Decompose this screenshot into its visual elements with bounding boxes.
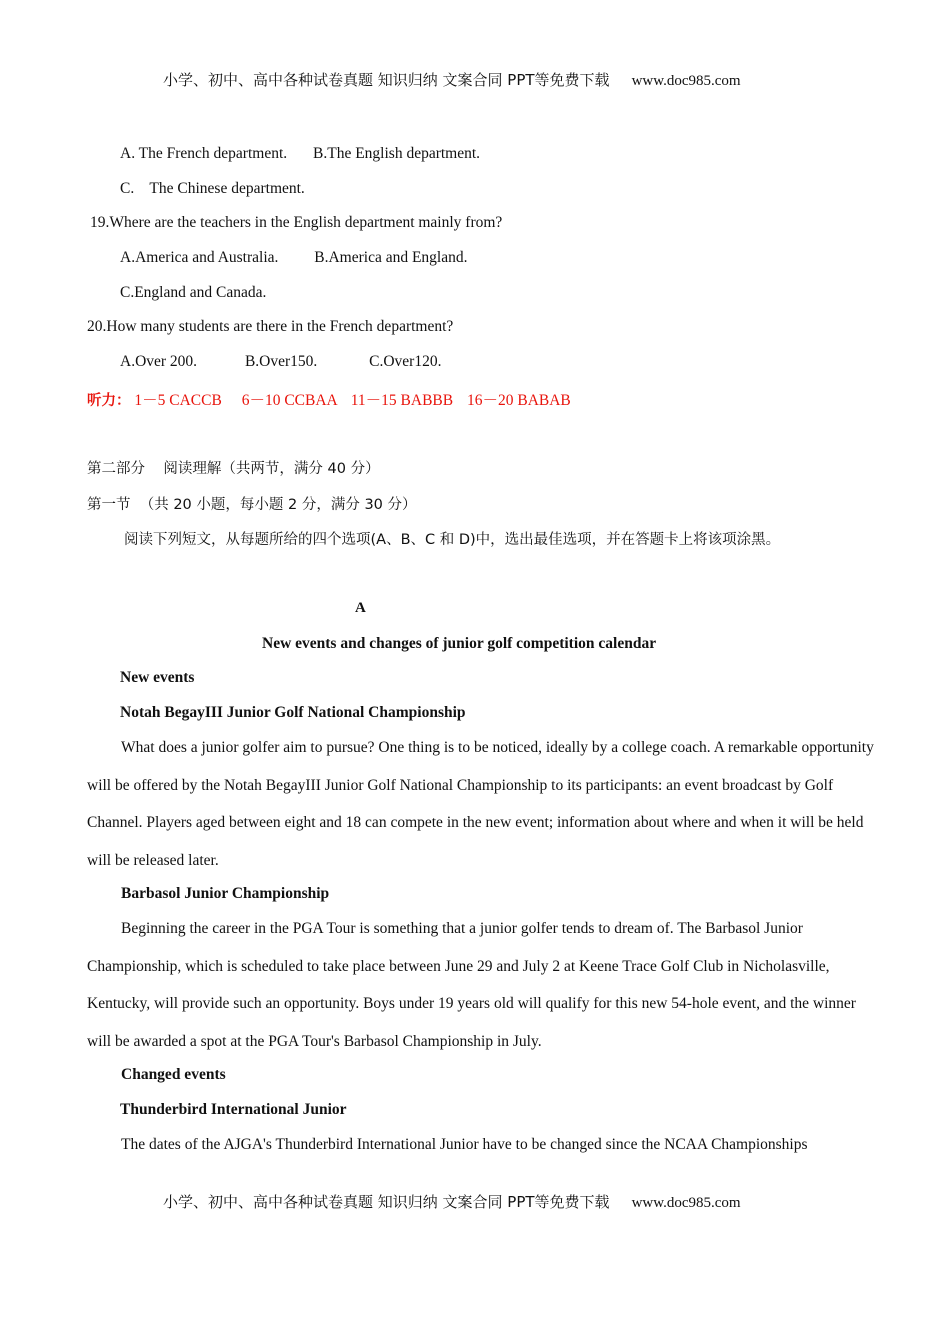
answer-group-4: 16－20 BABAB [466,392,571,409]
q18-option-a: A. The French department. [120,145,288,162]
footer-url: www.doc985.com [631,1195,741,1211]
section2-title: 第二部分 阅读理解（共两节，满分 40 分） [87,461,380,477]
event2-title: Barbasol Junior Championship [121,885,330,902]
changed-events-heading: Changed events [121,1066,226,1083]
passage-title: New events and changes of junior golf competition calendar [262,635,657,652]
q18-options-ab [120,145,480,163]
q20-options [120,353,441,371]
listening-answer-key [87,388,571,410]
q20-question: 20.How many students are there in the French department? [87,318,454,335]
answer-group-1: 1－5 CACCB [134,392,222,409]
q18-option-c: C. The Chinese department. [120,180,305,197]
event1-paragraph: What does a junior golfer aim to pursue? One thing is to be noticed, ideally by a college coach. A remarkable opportunity will be offered by the Notah BegayIII Junior Golf National Championship to its participants: an event broadcast by Golf Channel. Players aged between eight and 18 can compete in the new event; information about where and when it will be held will be released later. [87,739,874,869]
q20-option-b: B.Over150. [244,353,318,370]
passage-letter: A [355,600,366,616]
q19-option-b: B.America and England. [314,249,468,266]
q20-option-a: A.Over 200. [120,353,198,370]
q18-option-b: B.The English department. [313,145,481,162]
page-header [163,69,741,90]
answer-key-label: 听力： [87,393,131,409]
new-events-heading: New events [120,669,195,686]
section2-instruction: 阅读下列短文，从每题所给的四个选项(A、B、C 和 D)中，选出最佳选项，并在答题卡上将该项涂黑。 [124,532,781,548]
event3-title: Thunderbird International Junior [120,1101,347,1118]
q19-options-ab [120,249,468,267]
q19-option-a: A.America and Australia. [120,249,279,266]
event3-paragraph: The dates of the AJGA's Thunderbird International Junior have to be changed since the NCAA Championships [121,1136,808,1153]
header-text: 小学、初中、高中各种试卷真题 知识归纳 文案合同 PPT等免费下载 [163,71,610,89]
section2-part1: 第一节 （共 20 小题，每小题 2 分，满分 30 分） [87,497,417,513]
q20-option-c: C.Over120. [369,353,442,370]
q19-option-c: C.England and Canada. [120,284,267,301]
footer-text: 小学、初中、高中各种试卷真题 知识归纳 文案合同 PPT等免费下载 [163,1193,610,1211]
event1-title: Notah BegayIII Junior Golf National Championship [120,704,466,721]
answer-group-2: 6－10 CCBAA [241,392,337,409]
answer-group-3: 11－15 BABBB [350,392,454,409]
header-url: www.doc985.com [631,73,741,89]
event2-paragraph: Beginning the career in the PGA Tour is something that a junior golfer tends to dream of. The Barbasol Junior Championship, which is scheduled to take place between June 29 and July 2 at Keene Trace Golf Club in Nicholasville, Kentucky, will provide such an opportunity. Boys under 19 years old will qualify for this new 54-hole event, and the winner will be awarded a spot at the PGA Tour's Barbasol Championship in July. [87,920,856,1050]
page-footer [163,1191,741,1212]
q19-question: 19.Where are the teachers in the English department mainly from? [90,214,503,231]
